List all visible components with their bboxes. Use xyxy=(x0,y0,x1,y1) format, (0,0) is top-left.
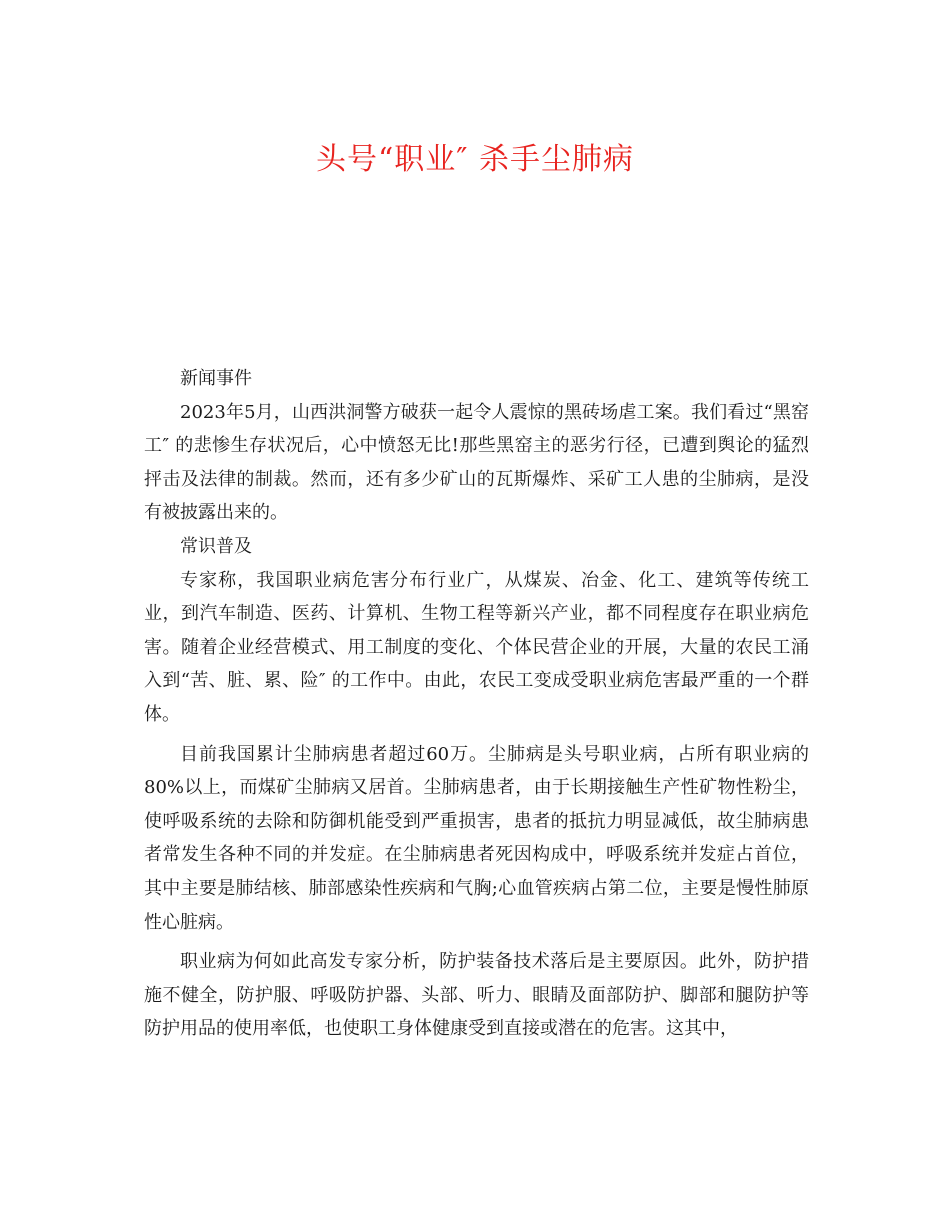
paragraph-pneumoconiosis-stats: 目前我国累计尘肺病患者超过60万。尘肺病是头号职业病，占所有职业病的80%以上，而煤矿尘肺病又居首。尘肺病患者，由于长期接触生产性矿物性粉尘，使呼吸系统的去除和防御机能受到严重损害，患者的抵抗力明显减低，故尘肺病患者常发生各种不同的并发症。在尘肺病患者死因构成中，呼吸系统并发症占首位，其中主要是肺结核、肺部感染性疾病和气胸;心血管疾病占第二位，主要是慢性肺原性心脏病。 xyxy=(144,743,809,933)
section-heading-knowledge: 常识普及 xyxy=(180,535,252,557)
paragraph-industry-hazards: 专家称，我国职业病危害分布行业广，从煤炭、冶金、化工、建筑等传统工业，到汽车制造、医药、计算机、生物工程等新兴产业，都不同程度存在职业病危害。随着企业经营模式、用工制度的变化、个体民营企业的开展，大量的农民工涌入到“苦、脏、累、险″ 的工作中。由此，农民工变成受职业病危害最严重的一个群体。 xyxy=(144,569,809,725)
document-title: 头号“职业″ 杀手尘肺病 xyxy=(315,142,635,177)
paragraph-news-event: 2023年5月，山西洪洞警方破获一起令人震惊的黑砖场虐工案。我们看过“黑窑工″ 的悲惨生存状况后，心中愤怒无比!那些黑窑主的恶劣行径，已遭到舆论的猛烈抨击及法律的制裁。然而，还有多少矿山的瓦斯爆炸、采矿工人患的尘肺病，是没有被披露出来的。 xyxy=(144,401,809,524)
document-body xyxy=(144,362,809,1046)
paragraph-protection-causes: 职业病为何如此高发专家分析，防护装备技术落后是主要原因。此外，防护措施不健全，防护服、呼吸防护器、头部、听力、眼睛及面部防护、脚部和腿防护等防护用品的使用率低，也使职工身体健康受到直接或潜在的危害。这其中， xyxy=(144,951,809,1040)
section-heading-news: 新闻事件 xyxy=(180,368,252,389)
